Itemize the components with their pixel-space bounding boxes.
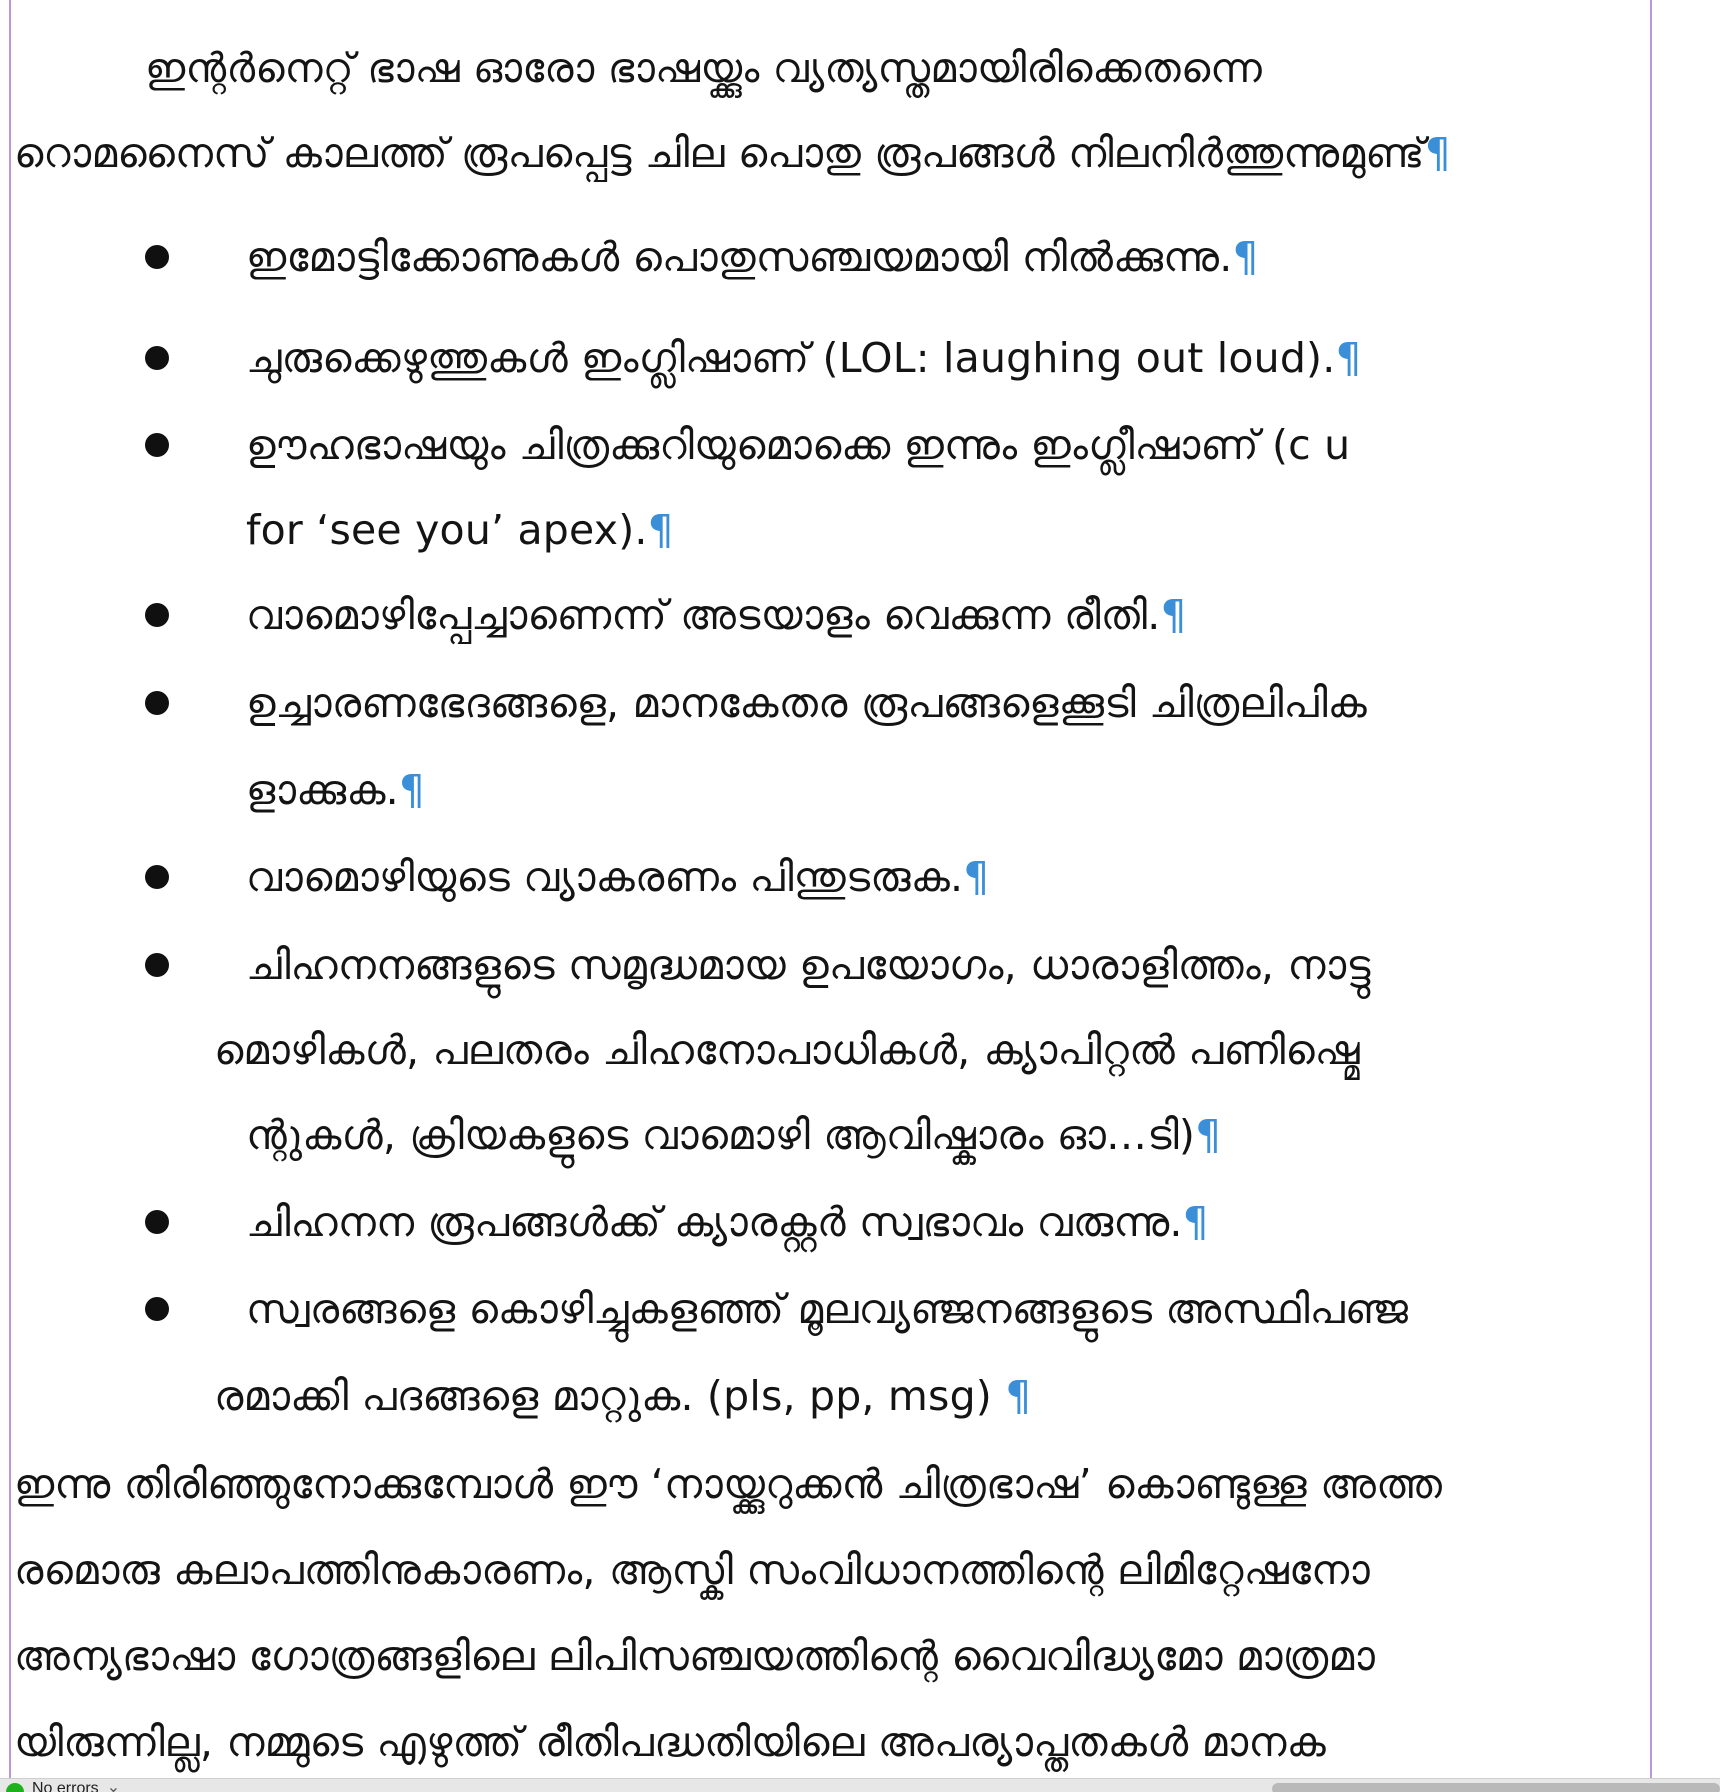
paragraph-text: യിരുന്നില്ല, നമ്മുടെ എഴുത്ത് രീതിപദ്ധതിയിലെ അപര്യാപ്തതകൾ മാനക — [14, 1718, 1326, 1766]
paragraph-text: ഇന്റർനെറ്റ് ഭാഷ ഓരോ ഭാഷയ്ക്കും വ്യത്യസ്തമായിരിക്കെതന്നെ — [145, 44, 1263, 92]
pilcrow-icon: ¶ — [1335, 334, 1362, 382]
list-item — [246, 227, 1259, 287]
list-item — [246, 1279, 1408, 1339]
list-item-text: ന്റുകൾ, ക്രിയകളുടെ വാമൊഴി ആവിഷ്കാരം ഓ…ടി) — [246, 1111, 1196, 1159]
list-item — [246, 935, 1371, 995]
paragraph-line — [14, 1626, 1375, 1686]
list-item — [246, 415, 1350, 475]
pilcrow-icon: ¶ — [647, 506, 674, 554]
left-margin-guide — [9, 0, 11, 1778]
bullet-icon — [145, 865, 169, 889]
horizontal-scrollbar[interactable] — [1272, 1783, 1720, 1792]
list-item-text: ഉച്ചാരണഭേദങ്ങളെ, മാനകേതര രൂപങ്ങളെക്കൂടി ചിത്രലിപിക — [246, 679, 1367, 727]
status-bar — [0, 1778, 1720, 1792]
list-item-text: ളാക്കുക. — [246, 766, 399, 814]
list-item-text: വാമൊഴിപ്പേച്ചാണെന്ന് അടയാളം വെക്കുന്ന രീതി. — [246, 591, 1161, 639]
list-item-text: ചിഹനന രൂപങ്ങൾക്ക് ക്യാരക്റ്റർ സ്വഭാവം വരുന്നു. — [246, 1198, 1183, 1246]
pilcrow-icon: ¶ — [1005, 1372, 1032, 1420]
list-item-continuation — [246, 1105, 1221, 1165]
list-item-text: ചുരുക്കെഴുത്തുകൾ ഇംഗ്ലിഷാണ് (LOL: laughing out loud). — [246, 334, 1336, 382]
list-item-text: ഊഹഭാഷയും ചിത്രക്കുറിയുമൊക്കെ ഇന്നും ഇംഗ്ലീഷാണ് (c u — [246, 421, 1351, 469]
list-item-continuation — [246, 500, 674, 560]
pilcrow-icon: ¶ — [1160, 591, 1187, 639]
paragraph-line — [14, 123, 1451, 183]
list-item-continuation — [246, 760, 425, 820]
pilcrow-icon: ¶ — [398, 766, 426, 814]
chevron-down-icon[interactable]: ⌄ — [106, 1779, 121, 1792]
paragraph-line — [14, 1540, 1370, 1600]
bullet-icon — [145, 433, 169, 457]
paragraph-line — [145, 38, 1262, 98]
list-item-text: മൊഴികൾ, പലതരം ചിഹനോപാധികൾ, ക്യാപിറ്റൽ പണിഷ്മെ — [214, 1026, 1360, 1074]
paragraph-text: റൊമനൈസ് കാലത്ത് രൂപപ്പെട്ട ചില പൊതു രൂപങ്ങൾ നിലനിർത്തുന്നുമുണ്ട് — [14, 129, 1425, 177]
list-item-text: for ‘see you’ apex). — [246, 506, 648, 554]
list-item — [246, 328, 1362, 388]
list-item-text: ചിഹനനങ്ങളുടെ സമൃദ്ധമായ ഉപയോഗം, ധാരാളിത്തം, നാട്ടു — [246, 941, 1371, 989]
pilcrow-icon: ¶ — [963, 853, 990, 901]
pilcrow-icon: ¶ — [1424, 129, 1451, 177]
paragraph-text: അന്യഭാഷാ ഗോത്രങ്ങളിലെ ലിപിസഞ്ചയത്തിന്റെ വൈവിദ്ധ്യമോ മാത്രമാ — [14, 1632, 1376, 1680]
status-text: No errors — [32, 1780, 99, 1792]
right-margin-guide — [1650, 0, 1652, 1778]
status-ok-icon — [6, 1783, 24, 1792]
list-item-continuation — [214, 1020, 1360, 1080]
list-item — [246, 847, 990, 907]
list-item — [246, 1192, 1209, 1252]
pilcrow-icon: ¶ — [1232, 233, 1259, 281]
list-item-text: ഇമോട്ടിക്കോണുകൾ പൊതുസഞ്ചയമായി നിൽക്കുന്നു. — [246, 233, 1233, 281]
bullet-icon — [145, 346, 169, 370]
bullet-icon — [145, 245, 169, 269]
bullet-icon — [145, 603, 169, 627]
bullet-icon — [145, 1297, 169, 1321]
pilcrow-icon: ¶ — [1195, 1111, 1222, 1159]
list-item — [246, 585, 1187, 645]
bullet-icon — [145, 1210, 169, 1234]
bullet-icon — [145, 691, 169, 715]
paragraph-text: രമൊരു കലാപത്തിനുകാരണം, ആസ്കി സംവിധാനത്തിന്റെ ലിമിറ്റേഷനോ — [14, 1546, 1370, 1594]
list-item-continuation — [214, 1366, 1032, 1426]
list-item-text: വാമൊഴിയുടെ വ്യാകരണം പിന്തുടരുക. — [246, 853, 964, 901]
paragraph-line — [14, 1712, 1326, 1772]
error-status[interactable] — [6, 1779, 120, 1792]
list-item — [246, 673, 1367, 733]
pilcrow-icon: ¶ — [1182, 1198, 1209, 1246]
list-item-text: രമാക്കി പദങ്ങളെ മാറ്റുക. (pls, pp, msg) — [214, 1372, 1006, 1420]
paragraph-text: ഇന്നു തിരിഞ്ഞുനോക്കുമ്പോൾ ഈ ‘നായ്ക്കുറുക്കൻ ചിത്രഭാഷ’ കൊണ്ടുള്ള അത്ത — [14, 1460, 1443, 1508]
paragraph-line — [14, 1454, 1442, 1514]
list-item-text: സ്വരങ്ങളെ കൊഴിച്ചുകളഞ്ഞ് മൂലവ്യഞ്ജനങ്ങളുടെ അസ്ഥിപഞ്ജ — [246, 1285, 1409, 1333]
bullet-icon — [145, 953, 169, 977]
